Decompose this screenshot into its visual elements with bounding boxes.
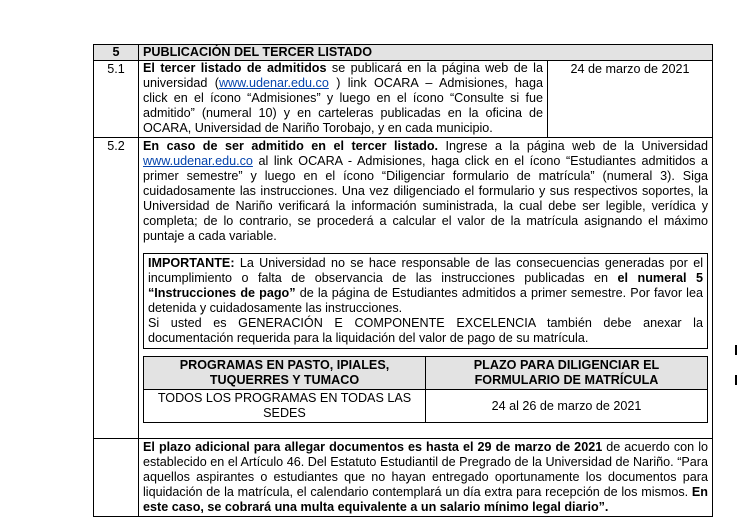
text-part: Ingrese a la página web de la Universidad (438, 139, 708, 153)
text-part: de acuerdo con lo establecido en el Artículo 46. Del Estatuto Estudiantil de Pregrado de la Universidad de Nariño. “Para aquellos aspirantes o estudiantes que no hayan entregado oportunamente los documentos para liquidación de la matrícula, el calendario contemplará un día extra para recepción de los mismos. (143, 440, 708, 499)
text-part: al link OCARA - Admisiones, haga click en el ícono “Estudiantes admitidos a primer semestre” y luego en el ícono “Diligenciar formulario de matrícula” (numeral 3). Siga cuidadosamente las instrucciones. Una vez diligenciado el formulario y sus respectivos soportes, la Universidad de Nariño verificará la información suministrada, la cual debe ser legible, verídica y completa; de lo contrario, se procederá a calcular el valor de la matrícula asignando el máximo puntaje a cada variable. (143, 154, 708, 243)
programs-header-cell: PROGRAMAS EN PASTO, IPIALES, TUQUERRES Y TUMACO (144, 357, 426, 390)
row-5-2 (94, 138, 713, 439)
row-number: 5.2 (94, 138, 139, 439)
table-row (144, 390, 708, 423)
udenar-link[interactable]: www.udenar.edu.co (218, 76, 329, 90)
programs-cell: TODOS LOS PROGRAMAS EN TODAS LAS SEDES (144, 390, 426, 423)
section-title: PUBLICACIÓN DEL TERCER LISTADO (139, 45, 713, 61)
row-description (139, 439, 713, 517)
row-5-3 (94, 439, 713, 517)
section-header-row (94, 45, 713, 61)
important-notice-box (143, 253, 708, 349)
important-label: IMPORTANTE: (148, 256, 235, 270)
text-part: ) link OCARA – Admisiones, haga click en el ícono “Admisiones” y luego en el ícono “Consulte si fue admitido” (numeral 10) y en carteleras publicadas en la oficina de OCARA, Universidad de Nariño Torobajo, y en cada municipio. (143, 76, 543, 135)
bold-part: En este caso, se cobrará una multa equivalente a un salario mínimo legal diario”. (143, 485, 708, 514)
margin-mark (735, 375, 737, 385)
programs-table (143, 356, 708, 423)
text-part: se publicará en la página web de la universidad ( (143, 61, 543, 90)
section-number: 5 (94, 45, 139, 61)
row-5-1 (94, 61, 713, 138)
row-number-empty (94, 439, 139, 517)
row-description (139, 138, 713, 439)
programs-table-header (144, 357, 708, 390)
bold-lead: El tercer listado de admitidos (143, 61, 327, 75)
text-part: La Universidad no se hace responsable de las consecuencias generadas por el incumplimiento o falta de observancia de las instrucciones publicadas en (148, 256, 703, 285)
calendar-table (93, 44, 713, 517)
row-number: 5.1 (94, 61, 139, 138)
deadline-header-cell: PLAZO PARA DILIGENCIAR EL FORMULARIO DE MATRÍCULA (426, 357, 708, 390)
deadline-cell: 24 al 26 de marzo de 2021 (426, 390, 708, 423)
text-part: de la página de Estudiantes admitidos a primer semestre. Por favor lea detenida y cuidadosamente las instrucciones. (148, 286, 703, 315)
margin-mark (735, 345, 737, 355)
row-date: 24 de marzo de 2021 (548, 61, 713, 138)
udenar-link[interactable]: www.udenar.edu.co (143, 154, 253, 168)
row-description (139, 61, 548, 138)
bold-part: el numeral 5 “Instrucciones de pago” (148, 271, 704, 300)
excellence-note: Si usted es GENERACIÓN E COMPONENTE EXCELENCIA también debe anexar la documentación requerida para la liquidación del valor de pago de su matrícula. (148, 316, 703, 345)
bold-lead: En caso de ser admitido en el tercer listado. (143, 139, 439, 153)
bold-part: El plazo adicional para allegar documentos es hasta el 29 de marzo de 2021 (143, 440, 603, 454)
